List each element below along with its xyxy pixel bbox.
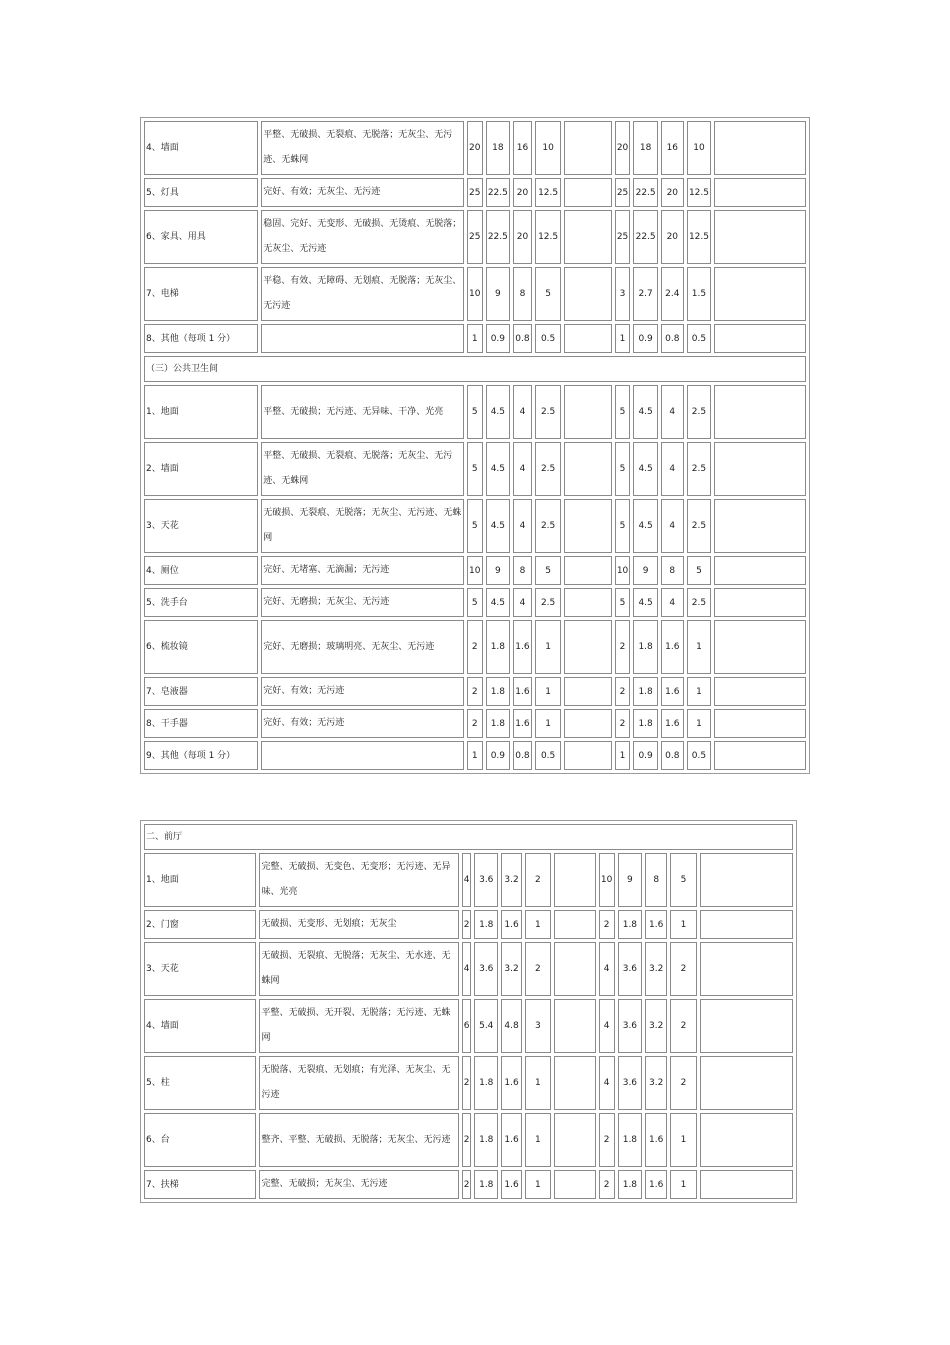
score-cell: 0.9 (486, 324, 511, 353)
score-cell: 1 (670, 910, 696, 939)
remarks-cell (700, 1170, 793, 1199)
table-row (144, 499, 806, 553)
score-cell: 1 (670, 1170, 696, 1199)
score-cell: 10 (687, 121, 712, 175)
score-cell: 1.6 (513, 709, 532, 738)
remarks-cell (700, 1056, 793, 1110)
score-cell: 1 (467, 741, 482, 770)
criteria-text (261, 741, 464, 770)
item-name: 8、其他（每项 1 分） (144, 324, 258, 353)
score-cell: 20 (661, 210, 684, 264)
score-cell: 1 (525, 1056, 551, 1110)
item-name: 4、厕位 (144, 556, 258, 585)
criteria-text: 平整、无破损、无裂痕、无脱落；无灰尘、无污迹、无蛛网 (261, 121, 464, 175)
score-cell: 1.6 (645, 1170, 667, 1199)
score-cell: 1 (467, 324, 482, 353)
criteria-text: 稳固、完好、无变形、无破损、无烫痕、无脱落；无灰尘、无污迹 (261, 210, 464, 264)
score-cell: 0.9 (633, 741, 658, 770)
score-cell: 2.5 (687, 588, 712, 617)
score-cell: 3.6 (474, 853, 498, 907)
score-cell: 4.5 (633, 588, 658, 617)
score-cell: 1 (535, 620, 562, 674)
table-row (144, 121, 806, 175)
score-cell: 9 (618, 853, 642, 907)
scoring-table-1 (140, 117, 810, 774)
score-cell: 1 (525, 1113, 551, 1167)
score-cell: 0.9 (486, 741, 511, 770)
table-row (144, 741, 806, 770)
score-cell: 4 (513, 588, 532, 617)
section-row (144, 356, 806, 382)
table-row (144, 178, 806, 207)
remarks-cell (714, 677, 806, 706)
table-row (144, 853, 793, 907)
remarks-cell (714, 588, 806, 617)
score-cell: 5 (615, 499, 630, 553)
table-1-body (144, 121, 806, 770)
table-row (144, 324, 806, 353)
score-cell: 2 (525, 942, 551, 996)
blank-cell (564, 741, 611, 770)
score-cell: 4 (599, 942, 615, 996)
item-name: 7、扶梯 (144, 1170, 256, 1199)
blank-cell (564, 267, 611, 321)
score-cell: 2.5 (687, 499, 712, 553)
score-cell: 9 (633, 556, 658, 585)
score-cell: 5 (615, 385, 630, 439)
score-cell: 8 (513, 556, 532, 585)
score-cell: 2.7 (633, 267, 658, 321)
item-name: 6、家具、用具 (144, 210, 258, 264)
score-cell: 20 (513, 178, 532, 207)
blank-cell (564, 588, 611, 617)
score-cell: 5 (687, 556, 712, 585)
score-cell: 12.5 (687, 178, 712, 207)
score-cell: 0.8 (513, 324, 532, 353)
remarks-cell (714, 385, 806, 439)
score-cell: 5 (467, 499, 482, 553)
score-cell: 4 (661, 499, 684, 553)
blank-cell (554, 1113, 596, 1167)
score-cell: 4 (513, 499, 532, 553)
section-title: 二、前厅 (144, 824, 793, 850)
remarks-cell (714, 620, 806, 674)
score-cell: 3.6 (618, 1056, 642, 1110)
item-name: 3、天花 (144, 942, 256, 996)
score-cell: 4.5 (486, 588, 511, 617)
score-cell: 4 (661, 442, 684, 496)
item-name: 2、墙面 (144, 442, 258, 496)
score-cell: 2.5 (687, 442, 712, 496)
item-name: 7、电梯 (144, 267, 258, 321)
score-cell: 2 (599, 1113, 615, 1167)
blank-cell (554, 1170, 596, 1199)
score-cell: 4 (462, 853, 471, 907)
remarks-cell (714, 178, 806, 207)
item-name: 7、皂液器 (144, 677, 258, 706)
item-name: 6、梳妆镜 (144, 620, 258, 674)
remarks-cell (714, 499, 806, 553)
score-cell: 2 (670, 942, 696, 996)
section-row (144, 824, 793, 850)
item-name: 5、洗手台 (144, 588, 258, 617)
score-cell: 2 (599, 1170, 615, 1199)
table-row (144, 1056, 793, 1110)
score-cell: 25 (467, 178, 482, 207)
remarks-cell (714, 324, 806, 353)
item-name: 1、地面 (144, 853, 256, 907)
score-cell: 5 (467, 588, 482, 617)
score-cell: 2 (615, 677, 630, 706)
score-cell: 1.6 (661, 677, 684, 706)
score-cell: 10 (599, 853, 615, 907)
table-row (144, 210, 806, 264)
score-cell: 1.6 (513, 677, 532, 706)
score-cell: 4.8 (501, 999, 521, 1053)
section-title: （三）公共卫生间 (144, 356, 806, 382)
criteria-text: 完好、有效；无灰尘、无污迹 (261, 178, 464, 207)
score-cell: 1.6 (661, 709, 684, 738)
score-cell: 2 (670, 999, 696, 1053)
score-cell: 22.5 (633, 178, 658, 207)
score-cell: 4.5 (486, 442, 511, 496)
score-cell: 18 (486, 121, 511, 175)
score-cell: 1.6 (501, 1113, 521, 1167)
table-row (144, 1113, 793, 1167)
score-cell: 1.6 (501, 1056, 521, 1110)
score-cell: 0.5 (535, 741, 562, 770)
score-cell: 2 (467, 677, 482, 706)
score-cell: 3.2 (501, 942, 521, 996)
score-cell: 9 (486, 267, 511, 321)
score-cell: 5 (615, 442, 630, 496)
scoring-table-2 (140, 820, 797, 1203)
score-cell: 4 (599, 999, 615, 1053)
score-cell: 18 (633, 121, 658, 175)
score-cell: 20 (661, 178, 684, 207)
score-cell: 0.8 (513, 741, 532, 770)
blank-cell (564, 499, 611, 553)
score-cell: 1 (615, 741, 630, 770)
remarks-cell (700, 1113, 793, 1167)
item-name: 9、其他（每项 1 分） (144, 741, 258, 770)
score-cell: 2.4 (661, 267, 684, 321)
score-cell: 8 (645, 853, 667, 907)
criteria-text: 无破损、无变形、无划痕；无灰尘 (259, 910, 459, 939)
remarks-cell (714, 442, 806, 496)
score-cell: 2 (462, 1056, 471, 1110)
score-cell: 1.8 (486, 620, 511, 674)
score-cell: 2 (467, 709, 482, 738)
score-cell: 2.5 (535, 499, 562, 553)
score-cell: 12.5 (535, 210, 562, 264)
score-cell: 1.8 (474, 1056, 498, 1110)
score-cell: 2.5 (535, 442, 562, 496)
score-cell: 2.5 (535, 588, 562, 617)
blank-cell (564, 385, 611, 439)
table-row (144, 942, 793, 996)
table-row (144, 677, 806, 706)
score-cell: 3 (615, 267, 630, 321)
criteria-text: 完整、无破损；无灰尘、无污迹 (259, 1170, 459, 1199)
table-row (144, 267, 806, 321)
criteria-text: 完整、无破损、无变色、无变形；无污迹、无异味、光亮 (259, 853, 459, 907)
blank-cell (554, 999, 596, 1053)
score-cell: 4 (661, 385, 684, 439)
score-cell: 10 (615, 556, 630, 585)
score-cell: 2.5 (687, 385, 712, 439)
criteria-text (261, 324, 464, 353)
score-cell: 2 (467, 620, 482, 674)
score-cell: 0.5 (535, 324, 562, 353)
score-cell: 12.5 (535, 178, 562, 207)
score-cell: 4 (661, 588, 684, 617)
score-cell: 1 (525, 1170, 551, 1199)
score-cell: 3.2 (501, 853, 521, 907)
score-cell: 0.8 (661, 741, 684, 770)
criteria-text: 完好、无磨损；无灰尘、无污迹 (261, 588, 464, 617)
score-cell: 1 (535, 709, 562, 738)
score-cell: 1 (687, 620, 712, 674)
score-cell: 1.8 (474, 910, 498, 939)
blank-cell (564, 677, 611, 706)
criteria-text: 整齐、平整、无破损、无脱落；无灰尘、无污迹 (259, 1113, 459, 1167)
score-cell: 16 (513, 121, 532, 175)
table-2-body (144, 824, 793, 1199)
score-cell: 1 (535, 677, 562, 706)
remarks-cell (714, 741, 806, 770)
score-cell: 6 (462, 999, 471, 1053)
criteria-text: 完好、无磨损；玻璃明亮、无灰尘、无污迹 (261, 620, 464, 674)
blank-cell (564, 324, 611, 353)
blank-cell (564, 442, 611, 496)
score-cell: 0.5 (687, 741, 712, 770)
criteria-text: 完好、有效；无污迹 (261, 709, 464, 738)
remarks-cell (714, 709, 806, 738)
score-cell: 4 (513, 385, 532, 439)
remarks-cell (700, 942, 793, 996)
score-cell: 1.8 (633, 620, 658, 674)
score-cell: 0.5 (687, 324, 712, 353)
blank-cell (564, 178, 611, 207)
criteria-text: 无破损、无裂痕、无脱落；无灰尘、无水迹、无蛛网 (259, 942, 459, 996)
score-cell: 5 (535, 267, 562, 321)
score-cell: 4.5 (633, 385, 658, 439)
score-cell: 1.8 (474, 1113, 498, 1167)
score-cell: 1.6 (501, 910, 521, 939)
table-row (144, 1170, 793, 1199)
score-cell: 4 (599, 1056, 615, 1110)
score-cell: 10 (467, 556, 482, 585)
score-cell: 1 (687, 677, 712, 706)
score-cell: 8 (513, 267, 532, 321)
score-cell: 20 (513, 210, 532, 264)
item-name: 5、柱 (144, 1056, 256, 1110)
score-cell: 22.5 (633, 210, 658, 264)
criteria-text: 无破损、无裂痕、无脱落；无灰尘、无污迹、无蛛网 (261, 499, 464, 553)
score-cell: 20 (467, 121, 482, 175)
score-cell: 16 (661, 121, 684, 175)
score-cell: 3.6 (618, 942, 642, 996)
item-name: 4、墙面 (144, 999, 256, 1053)
score-cell: 3.6 (618, 999, 642, 1053)
table-row (144, 999, 793, 1053)
score-cell: 1 (687, 709, 712, 738)
score-cell: 3.2 (645, 999, 667, 1053)
score-cell: 2 (462, 1170, 471, 1199)
score-cell: 5 (467, 385, 482, 439)
score-cell: 9 (486, 556, 511, 585)
score-cell: 5 (615, 588, 630, 617)
score-cell: 1 (670, 1113, 696, 1167)
remarks-cell (714, 210, 806, 264)
score-cell: 1.8 (618, 1113, 642, 1167)
score-cell: 4.5 (633, 442, 658, 496)
score-cell: 2.5 (535, 385, 562, 439)
item-name: 4、墙面 (144, 121, 258, 175)
blank-cell (564, 556, 611, 585)
score-cell: 1.6 (513, 620, 532, 674)
score-cell: 1.8 (486, 677, 511, 706)
blank-cell (564, 620, 611, 674)
criteria-text: 完好、无堵塞、无滴漏；无污迹 (261, 556, 464, 585)
score-cell: 25 (615, 210, 630, 264)
remarks-cell (700, 910, 793, 939)
score-cell: 8 (661, 556, 684, 585)
criteria-text: 平整、无破损、无裂痕、无脱落；无灰尘、无污迹、无蛛网 (261, 442, 464, 496)
score-cell: 25 (467, 210, 482, 264)
item-name: 5、灯具 (144, 178, 258, 207)
score-cell: 0.9 (633, 324, 658, 353)
score-cell: 1.6 (645, 910, 667, 939)
score-cell: 3.2 (645, 942, 667, 996)
score-cell: 2 (615, 709, 630, 738)
remarks-cell (700, 853, 793, 907)
score-cell: 1.8 (618, 1170, 642, 1199)
score-cell: 1.8 (486, 709, 511, 738)
score-cell: 2 (615, 620, 630, 674)
item-name: 8、干手器 (144, 709, 258, 738)
score-cell: 1 (615, 324, 630, 353)
score-cell: 1.8 (633, 709, 658, 738)
score-cell: 3 (525, 999, 551, 1053)
score-cell: 1.6 (645, 1113, 667, 1167)
table-row (144, 620, 806, 674)
remarks-cell (700, 999, 793, 1053)
blank-cell (554, 910, 596, 939)
score-cell: 1.5 (687, 267, 712, 321)
blank-cell (564, 121, 611, 175)
score-cell: 2 (599, 910, 615, 939)
score-cell: 2 (525, 853, 551, 907)
blank-cell (564, 709, 611, 738)
score-cell: 5 (670, 853, 696, 907)
score-cell: 10 (467, 267, 482, 321)
table-row (144, 385, 806, 439)
score-cell: 1 (525, 910, 551, 939)
score-cell: 25 (615, 178, 630, 207)
item-name: 1、地面 (144, 385, 258, 439)
score-cell: 4.5 (633, 499, 658, 553)
blank-cell (564, 210, 611, 264)
score-cell: 4.5 (486, 499, 511, 553)
score-cell: 10 (535, 121, 562, 175)
score-cell: 4 (462, 942, 471, 996)
score-cell: 0.8 (661, 324, 684, 353)
score-cell: 2 (462, 1113, 471, 1167)
criteria-text: 无脱落、无裂痕、无划痕；有光泽、无灰尘、无污迹 (259, 1056, 459, 1110)
score-cell: 5 (467, 442, 482, 496)
item-name: 6、台 (144, 1113, 256, 1167)
score-cell: 3.2 (645, 1056, 667, 1110)
score-cell: 2 (670, 1056, 696, 1110)
remarks-cell (714, 121, 806, 175)
blank-cell (554, 1056, 596, 1110)
table-row (144, 588, 806, 617)
remarks-cell (714, 556, 806, 585)
score-cell: 1.8 (633, 677, 658, 706)
remarks-cell (714, 267, 806, 321)
score-cell: 4.5 (486, 385, 511, 439)
criteria-text: 平整、无破损、无开裂、无脱落；无污迹、无蛛网 (259, 999, 459, 1053)
score-cell: 22.5 (486, 178, 511, 207)
table-row (144, 556, 806, 585)
item-name: 3、天花 (144, 499, 258, 553)
criteria-text: 平整、无破损；无污迹、无异味、干净、光亮 (261, 385, 464, 439)
score-cell: 1.8 (618, 910, 642, 939)
item-name: 2、门窗 (144, 910, 256, 939)
blank-cell (554, 853, 596, 907)
score-cell: 1.6 (501, 1170, 521, 1199)
score-cell: 20 (615, 121, 630, 175)
score-cell: 5.4 (474, 999, 498, 1053)
table-row (144, 709, 806, 738)
criteria-text: 平稳、有效、无障碍、无划痕、无脱落；无灰尘、无污迹 (261, 267, 464, 321)
score-cell: 4 (513, 442, 532, 496)
score-cell: 1.8 (474, 1170, 498, 1199)
score-cell: 12.5 (687, 210, 712, 264)
score-cell: 5 (535, 556, 562, 585)
criteria-text: 完好、有效；无污迹 (261, 677, 464, 706)
table-row (144, 442, 806, 496)
blank-cell (554, 942, 596, 996)
score-cell: 3.6 (474, 942, 498, 996)
table-row (144, 910, 793, 939)
score-cell: 22.5 (486, 210, 511, 264)
score-cell: 2 (462, 910, 471, 939)
score-cell: 1.6 (661, 620, 684, 674)
